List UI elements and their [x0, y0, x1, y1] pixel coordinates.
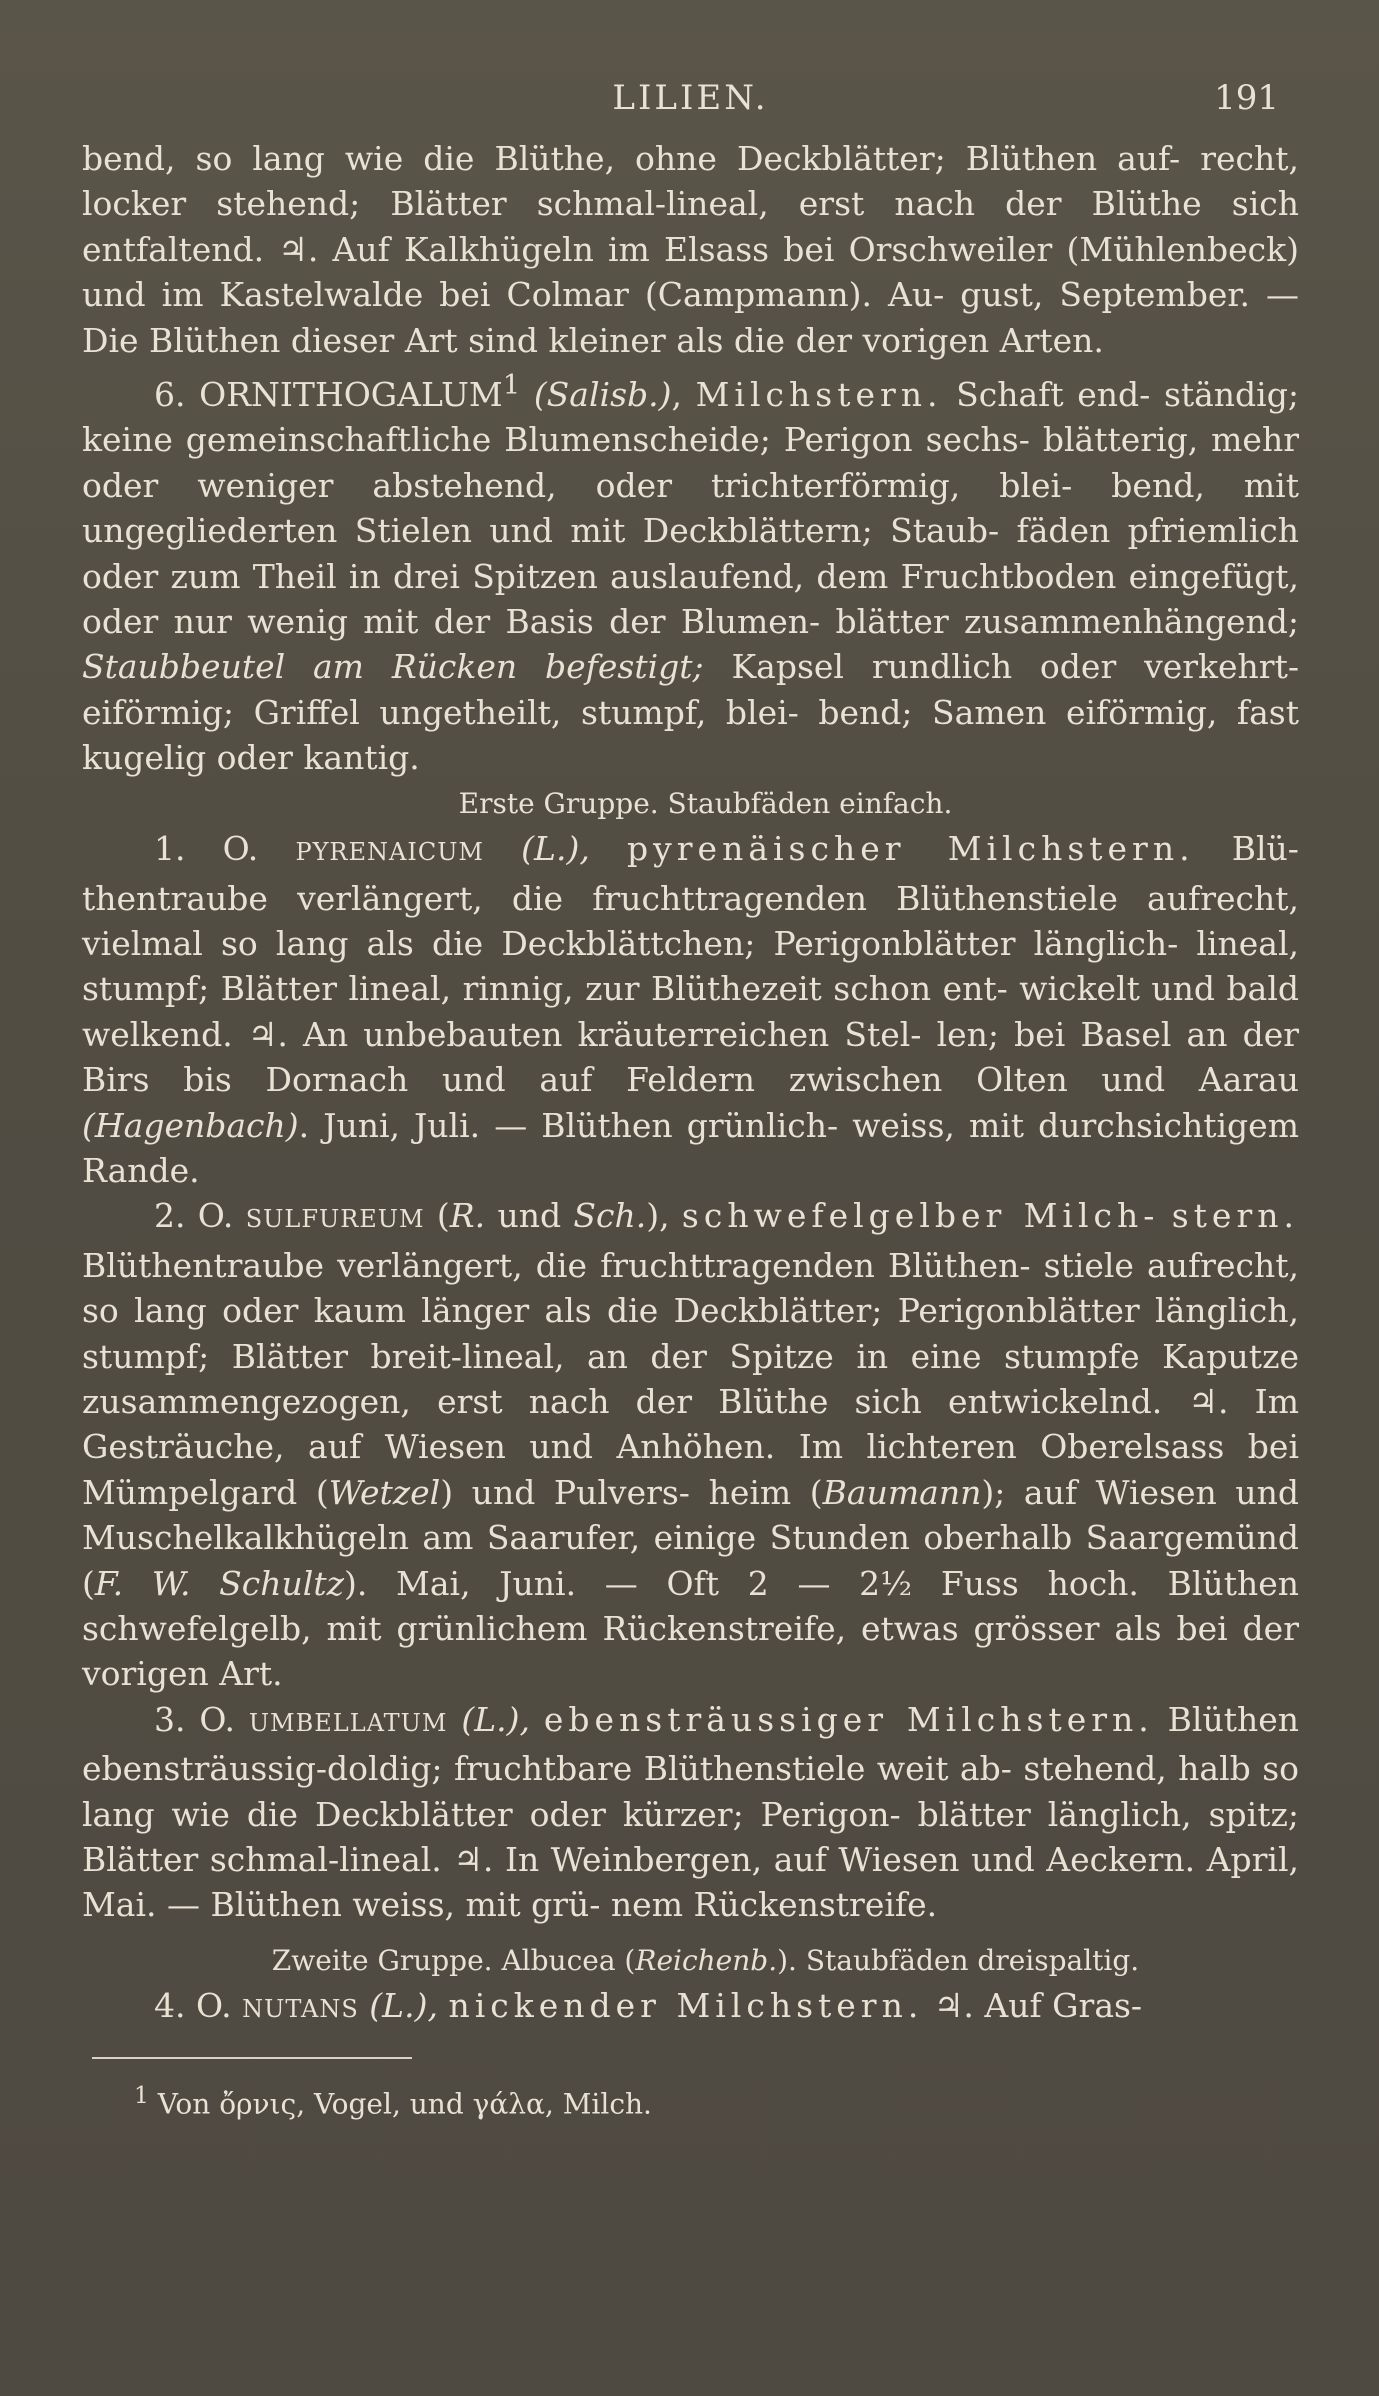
footnote [82, 2081, 1299, 2120]
species-author: (L.), [521, 829, 590, 869]
species-common-name-cont: stern. [1171, 1196, 1299, 1236]
text-line: der vorigen Arten. [795, 320, 1104, 360]
text-line: ); auf Wiesen und Muschelkalkhügeln am Saarufer, [82, 1472, 1300, 1558]
page-header [82, 56, 1299, 136]
text-line: blätterig, mehr oder weniger abstehend, oder trichterförmig, blei- [82, 420, 1299, 505]
page-number: 191 [1214, 78, 1279, 118]
text-line: einige Stunden oberhalb Saargemünd ( [82, 1518, 1299, 1603]
text-line: — Oft 2 — 2½ Fuss hoch. Blüthen schwefelgelb, mit grünlichem [82, 1563, 1299, 1648]
species-common-name: pyrenäischer Milchstern. [627, 829, 1195, 869]
species-entry-4 [82, 1983, 1299, 2032]
text-line: (Mühlenbeck) und im Kastelwalde bei Colmar (Campmann). Au- [82, 229, 1299, 315]
species-entry-2: 2. O. SULFUREUM (R. und Sch.), schwefelgelber Milch- stern. Blüthentraube verlängert, die fruchttragenden Blüthen- stiele aufrecht, so lang oder kaum länger als die Deckblätter; Perigonblätter länglich, stumpf; Blätter breit-lineal, an der Spitze in eine stumpfe Kaputze zusammengezogen, erst nach der Blüthe sich entwickelnd. ♃. Im Gesträuche, auf Wiesen und Anhöhen. Im lichteren Oberelsass bei Mümpelgard (Wetzel) und Pulvers- heim (Baumann); auf Wiesen und Muschelkalkhügeln am Saarufer, einige Stunden oberhalb Saargemünd (F. W. Schultz). Mai, Juni. — Oft 2 — 2½ Fuss hoch. Blüthen schwefelgelb, mit grünlichem Rückenstreife, etwas grösser als bei der vorigen Art. [82, 1196, 1300, 1694]
species-name: NUTANS [242, 1995, 359, 2024]
text-line: gust, September. — Die Blüthen dieser Art sind kleiner als die [82, 275, 1300, 360]
collector: (Hagenbach) [82, 1105, 299, 1145]
collector: F. W. Schultz [94, 1563, 344, 1603]
text-line: fäden pfriemlich oder zum Theil in drei Spitzen auslaufend, dem [82, 511, 1299, 596]
species-common-name: ebensträussiger Milchstern. [543, 1699, 1154, 1739]
paragraph-continuation [82, 136, 1299, 363]
text-line: Blüthen ebensträussig-doldig; fruchtbare Blüthenstiele weit ab- [82, 1699, 1299, 1789]
running-title: LILIEN. [612, 78, 769, 118]
footnote-divider [92, 2057, 412, 2059]
text-line: rundlich oder verkehrt-eiförmig; Griffel ungetheilt, stumpf, blei- [82, 647, 1299, 732]
body-text [82, 136, 1299, 2033]
text-line: len; bei Basel an der Birs bis Dornach und auf Feldern zwischen [82, 1014, 1299, 1100]
genus-author: (Salisb.) [533, 375, 672, 415]
species-number: 2. O. [154, 1196, 234, 1236]
text-line: blätter länglich, spitz; Blätter schmal-lineal. ♃. In Weinbergen, [82, 1794, 1299, 1880]
emphasis: Staubbeutel am Rücken befestigt; [82, 647, 704, 687]
genus-description: 6. ORNITHOGALUM$^1$ (Salisb.), Milchstern. Schaft end- ständig; keine gemeinschaftliche Blumenscheide; Perigon sechs- blätterig, mehr oder weniger abstehend, oder trichterförmig, blei- bend, mit ungegliederten Stielen und mit Deckblättern; Staub- fäden pfriemlich oder zum Theil in drei Spitzen auslaufend, dem Fruchtboden eingefügt, oder nur wenig mit der Basis der Blumen- blätter zusammenhängend; Staubbeutel am Rücken befestigt; Kapsel rundlich oder verkehrt-eiförmig; Griffel ungetheilt, stumpf, blei- bend; Samen eiförmig, fast kugelig oder kantig. [82, 369, 1300, 778]
species-number: 4. O. [154, 1986, 232, 2026]
species-entry-1 [82, 826, 1299, 1193]
species-author: Sch. [573, 1196, 647, 1236]
collector: Baumann [822, 1472, 982, 1512]
footnote-text: Von ὄρνις, Vogel, und γάλα, Milch. [157, 2086, 652, 2120]
text-line: Perigonblätter länglich, stumpf; Blätter breit-lineal, an der Spitze [82, 1291, 1299, 1376]
species-name: SULFUREUM [245, 1205, 425, 1234]
text-line: Olten und Aarau [976, 1060, 1299, 1100]
text-line: stiele aufrecht, so lang oder kaum länger als die Deckblätter; [82, 1245, 1299, 1331]
text-line: Blüthentraube verlängert, die fruchttragenden Blüthen- [82, 1245, 1031, 1285]
text-line: thentraube verlängert, die fruchttragenden Blüthenstiele aufrecht, [82, 878, 1299, 918]
group-heading-text: Zweite Gruppe. Albucea ( [271, 1943, 636, 1977]
text-line: sich entwickelnd. ♃. Im Gesträuche, auf Wiesen und Anhöhen. [82, 1381, 1299, 1467]
footnote-number: 1 [134, 2080, 149, 2109]
text-line: in eine stumpfe Kaputze zusammengezogen, erst nach der Blüthe [82, 1336, 1299, 1421]
species-author: R. [449, 1196, 486, 1236]
text-line: stehend, halb so lang wie die Deckblätter oder kürzer; Perigon- [82, 1749, 1299, 1834]
text-line: wickelt und bald welkend. ♃. An unbebauten kräuterreichen Stel- [82, 969, 1299, 1054]
species-common-name: nickender Milchstern. [448, 1986, 924, 2026]
text-line: bend, mit ungegliederten Stielen und mit Deckblättern; Staub- [82, 465, 1299, 551]
group-author: Reichenb. [635, 1943, 778, 1977]
species-number: 3. O. [154, 1699, 235, 1739]
text-line: ständig; keine gemeinschaftliche Blumenscheide; Perigon sechs- [82, 375, 1299, 460]
footnote-mark: 1 [502, 369, 521, 402]
text-line: vielmal so lang als die Deckblättchen; Perigonblätter länglich- [82, 923, 1179, 963]
species-author: (L.), [461, 1699, 530, 1739]
text-line: ). Mai, Juni. [343, 1563, 577, 1603]
group-heading-1: Erste Gruppe. Staubfäden einfach. [458, 786, 953, 820]
text-line: ) und Pulvers- [440, 1472, 690, 1512]
text-line: . Juni, Juli. — Blüthen grünlich- [298, 1105, 839, 1145]
text-line: heim ( [708, 1472, 823, 1512]
species-author: (L.), [369, 1986, 438, 2026]
genus-number: 6. [154, 375, 186, 415]
collector: Wetzel [328, 1472, 441, 1512]
text-line: Fruchtboden eingefügt, oder nur wenig mit der Basis der Blumen- [82, 556, 1300, 642]
text-line: sich entfaltend. ♃. Auf Kalkhügeln im Elsass bei Orschweiler [82, 184, 1299, 269]
text-line: weiss, mit durchsichtigem Rande. [82, 1105, 1299, 1190]
genus-common-name: Milchstern. [695, 375, 943, 415]
text-line: Schaft end- [956, 375, 1151, 415]
text-line: bend, so lang wie die Blüthe, ohne Deckblätter; Blüthen auf- [82, 139, 1181, 178]
text-line: auf Wiesen und Aeckern. April, Mai. — Blüthen weiss, mit grü- [82, 1840, 1300, 1925]
species-name: UMBELLATUM [248, 1708, 448, 1737]
species-common-name: schwefelgelber Milch- [681, 1196, 1160, 1236]
group-heading-text: ). Staubfäden dreispaltig. [777, 1943, 1140, 1977]
species-name: PYRENAICUM [295, 838, 484, 867]
text-line: nem Rückenstreife. [610, 1885, 938, 1925]
text-line: blätter zusammenhängend; [835, 602, 1300, 642]
species-entry-3 [82, 1697, 1299, 1928]
text-line: Im lichteren Oberelsass bei Mümpelgard ( [82, 1427, 1299, 1512]
group-heading-2 [82, 1938, 1299, 1983]
text-line: Blü- [1231, 829, 1299, 869]
text-line: lineal, stumpf; Blätter lineal, rinnig, zur Blüthezeit schon ent- [82, 923, 1299, 1009]
genus-name: ORNITHOGALUM [199, 375, 503, 415]
text-line: Kapsel [731, 647, 844, 687]
conjunction: und [497, 1196, 562, 1236]
text-line: Rückenstreife, etwas grösser als bei der vorigen Art. [82, 1609, 1299, 1694]
text-line: recht, locker stehend; Blätter schmal-lineal, erst nach der Blüthe [82, 139, 1299, 224]
species-number: 1. O. [154, 829, 259, 869]
text-line: ♃. Auf Gras- [933, 1986, 1143, 2026]
text-line: bend; Samen eiförmig, fast kugelig oder kantig. [82, 692, 1299, 778]
